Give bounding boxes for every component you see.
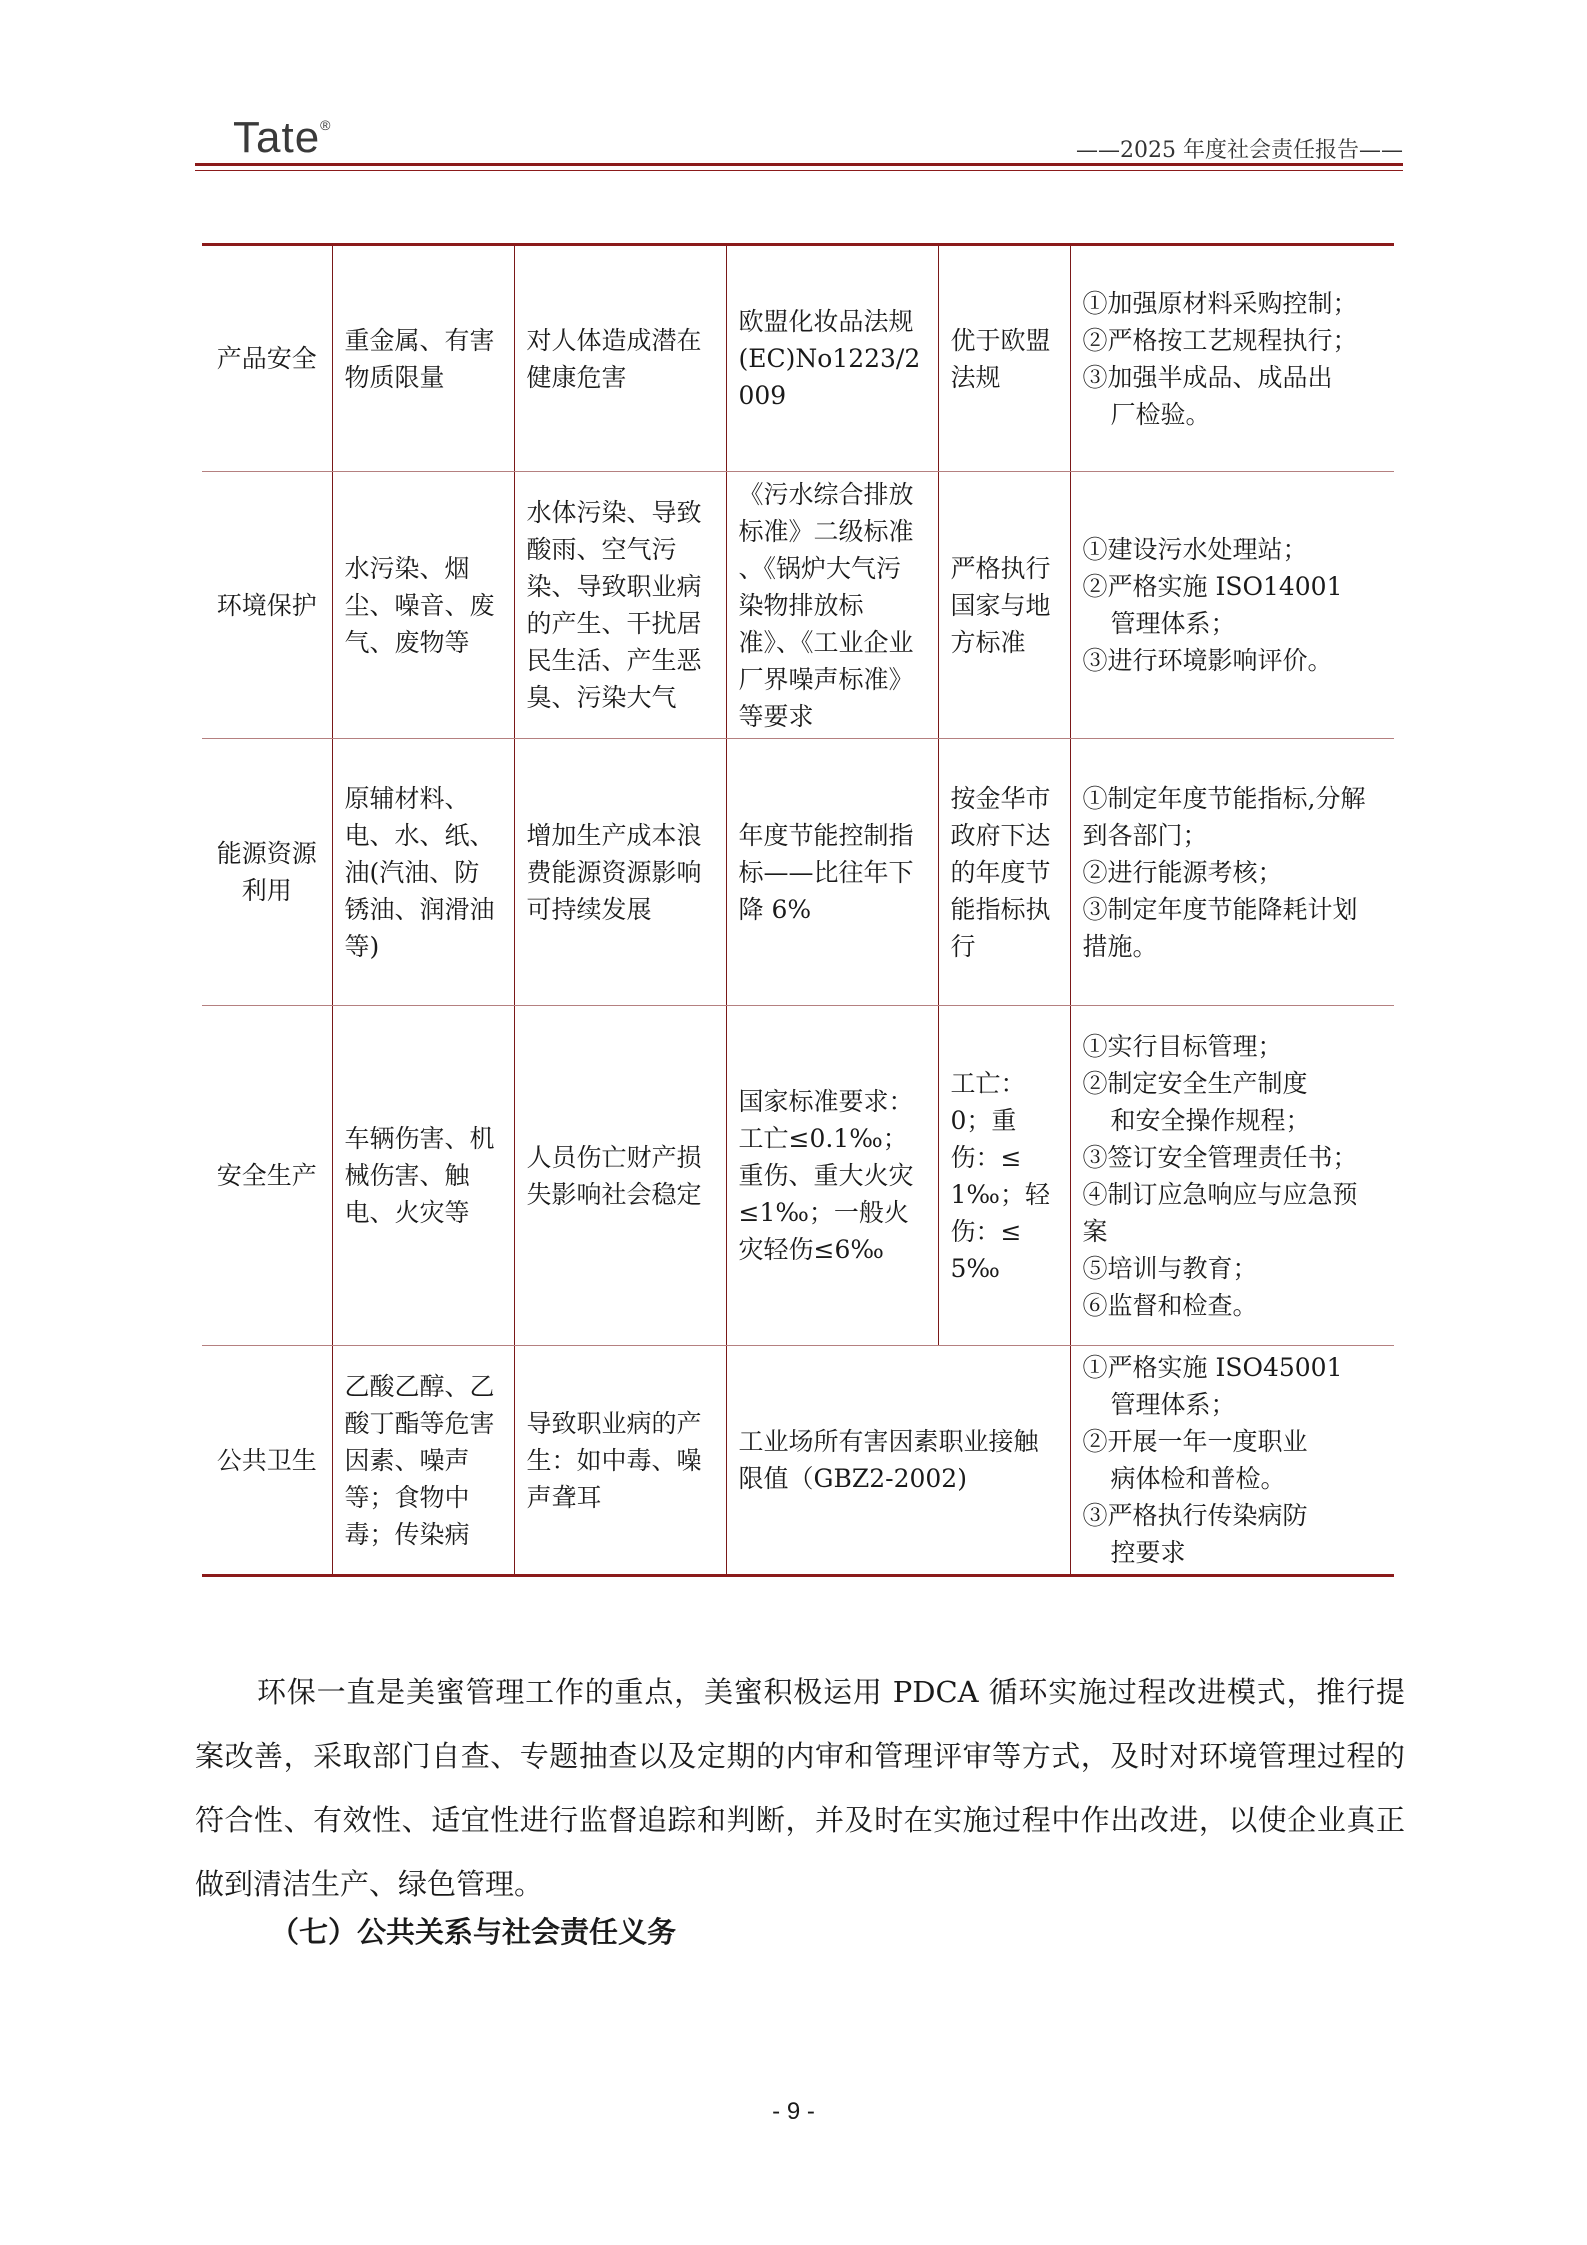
factor-cell: 水污染、烟尘、噪音、废气、废物等 [332,472,514,739]
measure-line: ①严格实施 ISO45001 [1082,1353,1343,1382]
target-cell: 按金华市政府下达的年度节能指标执行 [938,739,1070,1006]
measures-cell [1070,472,1394,739]
impact-cell: 对人体造成潜在健康危害 [514,245,726,472]
standard-cell: 欧盟化妆品法规(EC)No1223/2009 [726,245,938,472]
table-row [202,472,1394,739]
measure-line: ④制订应急响应与应急预案 [1082,1179,1358,1246]
table-row [202,1346,1394,1576]
standard-cell: 《污水综合排放标准》二级标准 、《锅炉大气污染物排放标准》、《工业企业厂界噪声标准》等要求 [726,472,938,739]
measure-line: ②严格按工艺规程执行； [1082,325,1358,355]
standard-cell: 工业场所有害因素职业接触限值（GBZ2-2002) [726,1346,1070,1576]
measures-cell [1070,1346,1394,1576]
measure-line: 管理体系； [1110,1390,1236,1419]
header-rule [195,163,1403,166]
measure-line: ⑥监督和检查。 [1082,1290,1258,1320]
factor-cell: 乙酸乙醇、乙酸丁酯等危害因素、噪声等；食物中毒；传染病 [332,1346,514,1576]
measure-line: ②进行能源考核； [1082,857,1283,887]
report-title: ——2025 年度社会责任报告—— [1076,138,1403,163]
factor-cell: 重金属、有害物质限量 [332,245,514,472]
category-cell: 环境保护 [202,472,332,739]
measure-line: ③进行环境影响评价。 [1082,646,1333,675]
target-cell: 严格执行国家与地方标准 [938,472,1070,739]
measure-line: ②开展一年一度职业 [1082,1427,1308,1456]
standard-cell: 年度节能控制指标——比往年下降 6% [726,739,938,1006]
target-cell: 优于欧盟法规 [938,245,1070,472]
standard-cell: 国家标准要求：工亡≤0.1‰；重伤、重大火灾≤1‰；一般火灾轻伤≤6‰ [726,1006,938,1346]
measure-line: 厂检验。 [1110,399,1211,429]
measure-line: ③制定年度节能降耗计划措施。 [1082,894,1358,961]
measure-line: 病体检和普检。 [1110,1464,1286,1493]
measure-line: ③加强半成品、成品出 [1082,362,1333,392]
measure-line: ③严格执行传染病防 [1082,1501,1308,1530]
header-rule-thin [195,170,1403,171]
risk-table [202,243,1394,1577]
table-row [202,245,1394,472]
impact-cell: 导致职业病的产生：如中毒、噪声聋耳 [514,1346,726,1576]
measure-line: ③签订安全管理责任书； [1082,1142,1358,1172]
impact-cell: 人员伤亡财产损失影响社会稳定 [514,1006,726,1346]
measure-line: ①实行目标管理； [1082,1031,1283,1061]
factor-cell: 车辆伤害、机械伤害、触电、火灾等 [332,1006,514,1346]
impact-cell: 增加生产成本浪费能源资源影响可持续发展 [514,739,726,1006]
measure-line: ②制定安全生产制度 [1082,1068,1308,1098]
measure-line: ①加强原材料采购控制； [1082,288,1358,318]
category-cell: 安全生产 [202,1006,332,1346]
body-paragraph: 环保一直是美蜜管理工作的重点，美蜜积极运用 PDCA 循环实施过程改进模式，推行提案改善，采取部门自查、专题抽查以及定期的内审和管理评审等方式，及时对环境管理过程的符合性、有效性、适宜性进行监督追踪和判断，并及时在实施过程中作出改进，以使企业真正做到清洁生产、绿色管理。 [195,1675,1405,1901]
measure-line: 和安全操作规程； [1110,1105,1311,1135]
measure-line: 管理体系； [1110,609,1236,638]
measure-line: 控要求 [1110,1538,1186,1567]
category-cell: 产品安全 [202,245,332,472]
measure-line: ①制定年度节能指标,分解到各部门； [1082,783,1366,850]
page-number: - 9 - [772,2098,815,2125]
category-cell: 公共卫生 [202,1346,332,1576]
measures-cell [1070,1006,1394,1346]
measures-cell [1070,739,1394,1006]
impact-cell: 水体污染、导致酸雨、空气污染、导致职业病的产生、干扰居民生活、产生恶臭、污染大气 [514,472,726,739]
category-cell: 能源资源利用 [202,739,332,1006]
table-row [202,1006,1394,1346]
measure-line: ①建设污水处理站； [1082,535,1308,564]
target-cell: 工亡：0；重伤：≤1‰；轻伤：≤5‰ [938,1006,1070,1346]
measure-line: ⑤培训与教育； [1082,1253,1258,1283]
factor-cell: 原辅材料、电、水、纸、油(汽油、防锈油、润滑油等) [332,739,514,1006]
table-row [202,739,1394,1006]
measure-line: ②严格实施 ISO14001 [1082,572,1343,601]
measures-cell [1070,245,1394,472]
tate-logo: Tate® [233,113,332,162]
section-heading: （七）公共关系与社会责任义务 [270,1915,677,1949]
